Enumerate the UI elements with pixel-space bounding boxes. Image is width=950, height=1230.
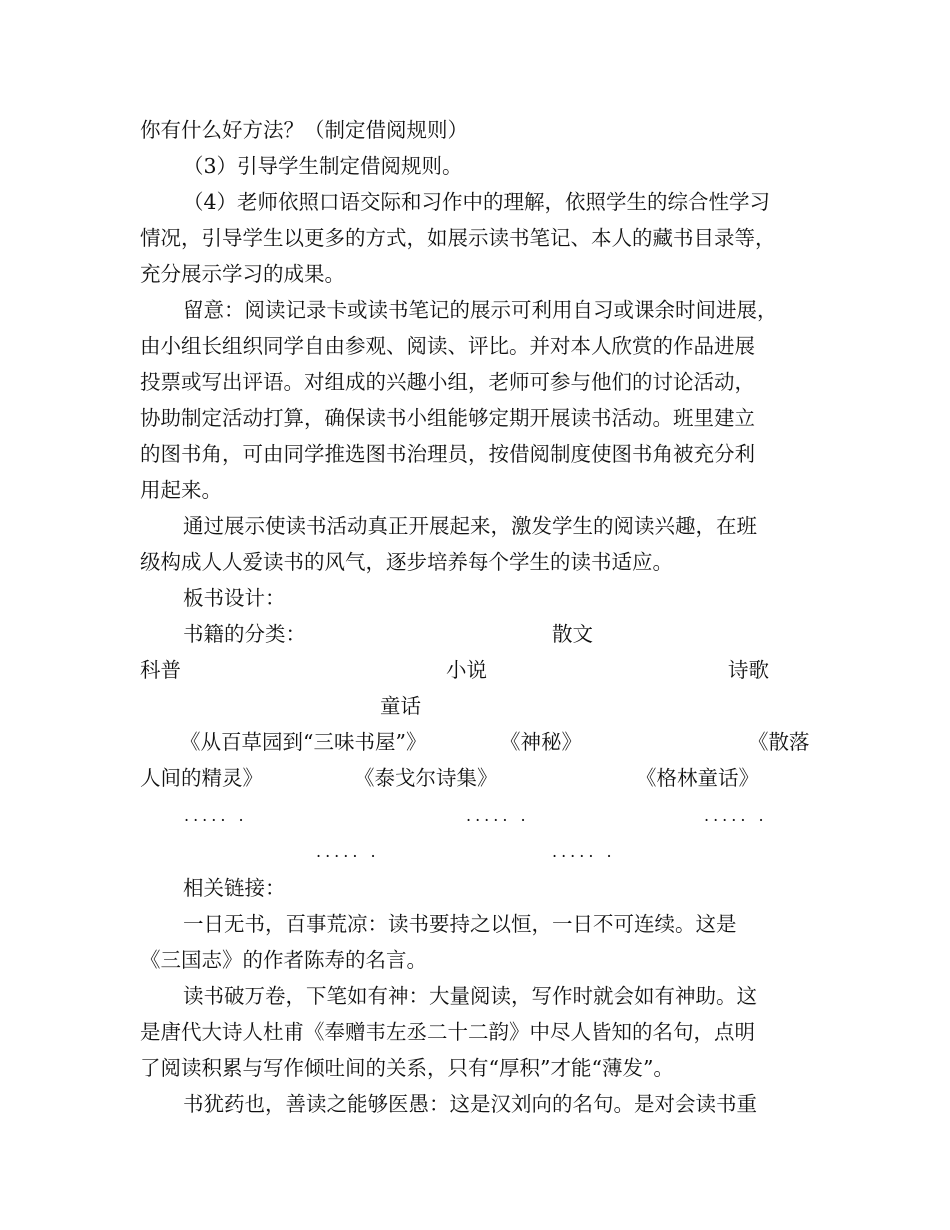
- paragraph-line: 级构成人人爱读书的风气，逐步培养每个学生的读书适应。: [140, 550, 673, 574]
- category-novel: 小说: [446, 658, 487, 682]
- paragraph-line: 充分展示学习的成果。: [140, 262, 345, 286]
- category-prose: 散文: [552, 622, 593, 646]
- paragraph-line: 投票或写出评语。对组成的兴趣小组，老师可参与他们的讨论活动，: [140, 370, 755, 394]
- paragraph-line: （3）引导学生制定借阅规则。: [183, 154, 463, 178]
- paragraph-line: 用起来。: [140, 478, 222, 502]
- paragraph-line: 是唐代大诗人杜甫《奉赠韦左丞二十二韵》中尽人皆知的名句，点明: [140, 1020, 755, 1044]
- ellipsis-marker: ..... .: [184, 806, 248, 825]
- ellipsis-marker: ..... .: [466, 806, 530, 825]
- paragraph-line: 协助制定活动打算，确保读书小组能够定期开展读书活动。班里建立: [140, 406, 755, 430]
- book-title: 《散落: [748, 730, 810, 754]
- paragraph-line: 由小组长组织同学自由参观、阅读、评比。并对本人欣赏的作品进展: [140, 334, 755, 358]
- paragraph-line: 留意：阅读记录卡或读书笔记的展示可利用自习或课余时间进展，: [183, 298, 778, 322]
- paragraph-line: （4）老师依照口语交际和习作中的理解，依照学生的综合性学习: [183, 190, 771, 214]
- paragraph-line: 情况，引导学生以更多的方式，如展示读书笔记、本人的藏书目录等，: [140, 226, 776, 250]
- book-title: 人间的精灵》: [140, 766, 263, 790]
- category-science: 科普: [140, 658, 181, 682]
- book-title: 《格林童话》: [636, 766, 759, 790]
- paragraph-line: 书犹药也，善读之能够医愚：这是汉刘向的名句。是对会读书重: [183, 1092, 757, 1116]
- category-fairytale: 童话: [380, 694, 421, 718]
- book-title: 《泰戈尔诗集》: [354, 766, 498, 790]
- board-heading: 板书设计：: [183, 586, 286, 610]
- paragraph-line: 的图书角，可由同学推选图书治理员，按借阅制度使图书角被充分利: [140, 442, 755, 466]
- book-title: 《从百草园到“三味书屋”》: [180, 730, 427, 754]
- paragraph-line: 读书破万卷，下笔如有神：大量阅读，写作时就会如有神助。这: [183, 984, 757, 1008]
- ellipsis-marker: ..... .: [552, 842, 616, 861]
- ellipsis-marker: ..... .: [704, 806, 768, 825]
- paragraph-line: 一日无书，百事荒凉：读书要持之以恒，一日不可连续。这是: [183, 912, 737, 936]
- paragraph-line: 《三国志》的作者陈寿的名言。: [140, 948, 427, 972]
- ellipsis-marker: ..... .: [316, 842, 380, 861]
- paragraph-line: 了阅读积累与写作倾吐间的关系，只有“厚积”才能“薄发”。: [140, 1056, 674, 1080]
- board-classify-label: 书籍的分类：: [183, 622, 306, 646]
- category-poetry: 诗歌: [728, 658, 769, 682]
- paragraph-line: 你有什么好方法？（制定借阅规则）: [140, 118, 468, 142]
- book-title: 《神秘》: [500, 730, 582, 754]
- paragraph-line: 通过展示使读书活动真正开展起来，激发学生的阅读兴趣，在班: [183, 514, 757, 538]
- links-heading: 相关链接：: [183, 876, 286, 900]
